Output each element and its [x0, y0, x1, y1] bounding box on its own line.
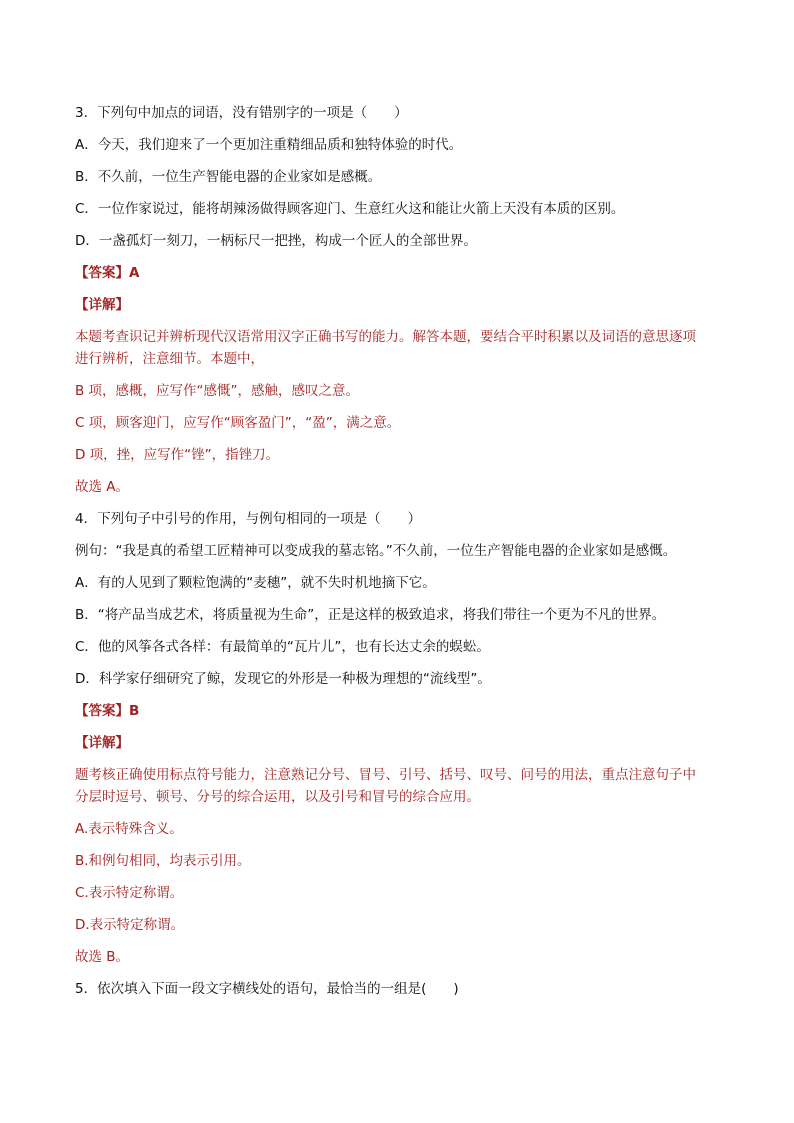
question-3-note-b: B 项，感概，应写作“感慨”，感触，感叹之意。 — [75, 383, 360, 399]
question-5-stem: 5．依次填入下面一段文字横线处的语句，最恰当的一组是( ) — [75, 981, 459, 997]
question-4-detail-line-2: 分层时逗号、顿号、分号的综合运用，以及引号和冒号的综合应用。 — [75, 789, 480, 805]
question-4-note-c: C.表示特定称谓。 — [75, 885, 184, 901]
question-3-conclusion: 故选 A。 — [75, 479, 130, 495]
question-4-option-b: B．“将产品当成艺术，将质量视为生命”，正是这样的极致追求，将我们带往一个更为不凡的世界。 — [75, 607, 666, 623]
question-4-conclusion: 故选 B。 — [75, 949, 130, 965]
question-3-option-b: B．不久前，一位生产智能电器的企业家如是感概。 — [75, 169, 382, 185]
question-4-option-d: D．科学家仔细研究了鲸，发现它的外形是一种极为理想的“流线型”。 — [75, 671, 491, 687]
question-3-detail-line-1: 本题考查识记并辨析现代汉语常用汉字正确书写的能力。解答本题，要结合平时积累以及词语的意思逐项 — [75, 329, 696, 345]
question-3-stem: 3．下列句中加点的词语，没有错别字的一项是（ ） — [75, 105, 408, 121]
question-4-stem: 4．下列句子中引号的作用，与例句相同的一项是（ ） — [75, 511, 422, 527]
question-4-example: 例句：“我是真的希望工匠精神可以变成我的墓志铭。”不久前，一位生产智能电器的企业家如是感慨。 — [75, 543, 677, 559]
question-4-note-d: D.表示特定称谓。 — [75, 917, 185, 933]
question-4-note-b: B.和例句相同，均表示引用。 — [75, 853, 251, 869]
question-3-answer: 【答案】A — [75, 265, 140, 281]
question-3-option-d: D．一盏孤灯一刻刀，一柄标尺一把挫，构成一个匠人的全部世界。 — [75, 233, 477, 249]
question-3-note-d: D 项，挫，应写作“锉”，指锉刀。 — [75, 447, 280, 463]
question-4-option-a: A．有的人见到了颗粒饱满的“麦穗”，就不失时机地摘下它。 — [75, 575, 436, 591]
question-3-detail-line-2: 进行辨析，注意细节。本题中， — [75, 351, 264, 367]
question-3-note-c: C 项，顾客迎门，应写作“顾客盈门”，“盈”，满之意。 — [75, 415, 401, 431]
question-4-answer: 【答案】B — [75, 703, 140, 719]
question-4-detail-title: 【详解】 — [75, 735, 129, 751]
question-4-option-c: C．他的风筝各式各样：有最简单的“瓦片儿”，也有长达丈余的蜈蚣。 — [75, 639, 490, 655]
question-4-note-a: A.表示特殊含义。 — [75, 821, 183, 837]
question-3-option-a: A．今天，我们迎来了一个更加注重精细品质和独特体验的时代。 — [75, 137, 463, 153]
question-4-detail-line-1: 题考核正确使用标点符号能力，注意熟记分号、冒号、引号、括号、叹号、问号的用法，重点注意句子中 — [75, 767, 696, 783]
document-content — [75, 102, 725, 1010]
question-3-detail-title: 【详解】 — [75, 297, 129, 313]
question-3-option-c: C．一位作家说过，能将胡辣汤做得顾客迎门、生意红火这和能让火箭上天没有本质的区别。 — [75, 201, 625, 217]
